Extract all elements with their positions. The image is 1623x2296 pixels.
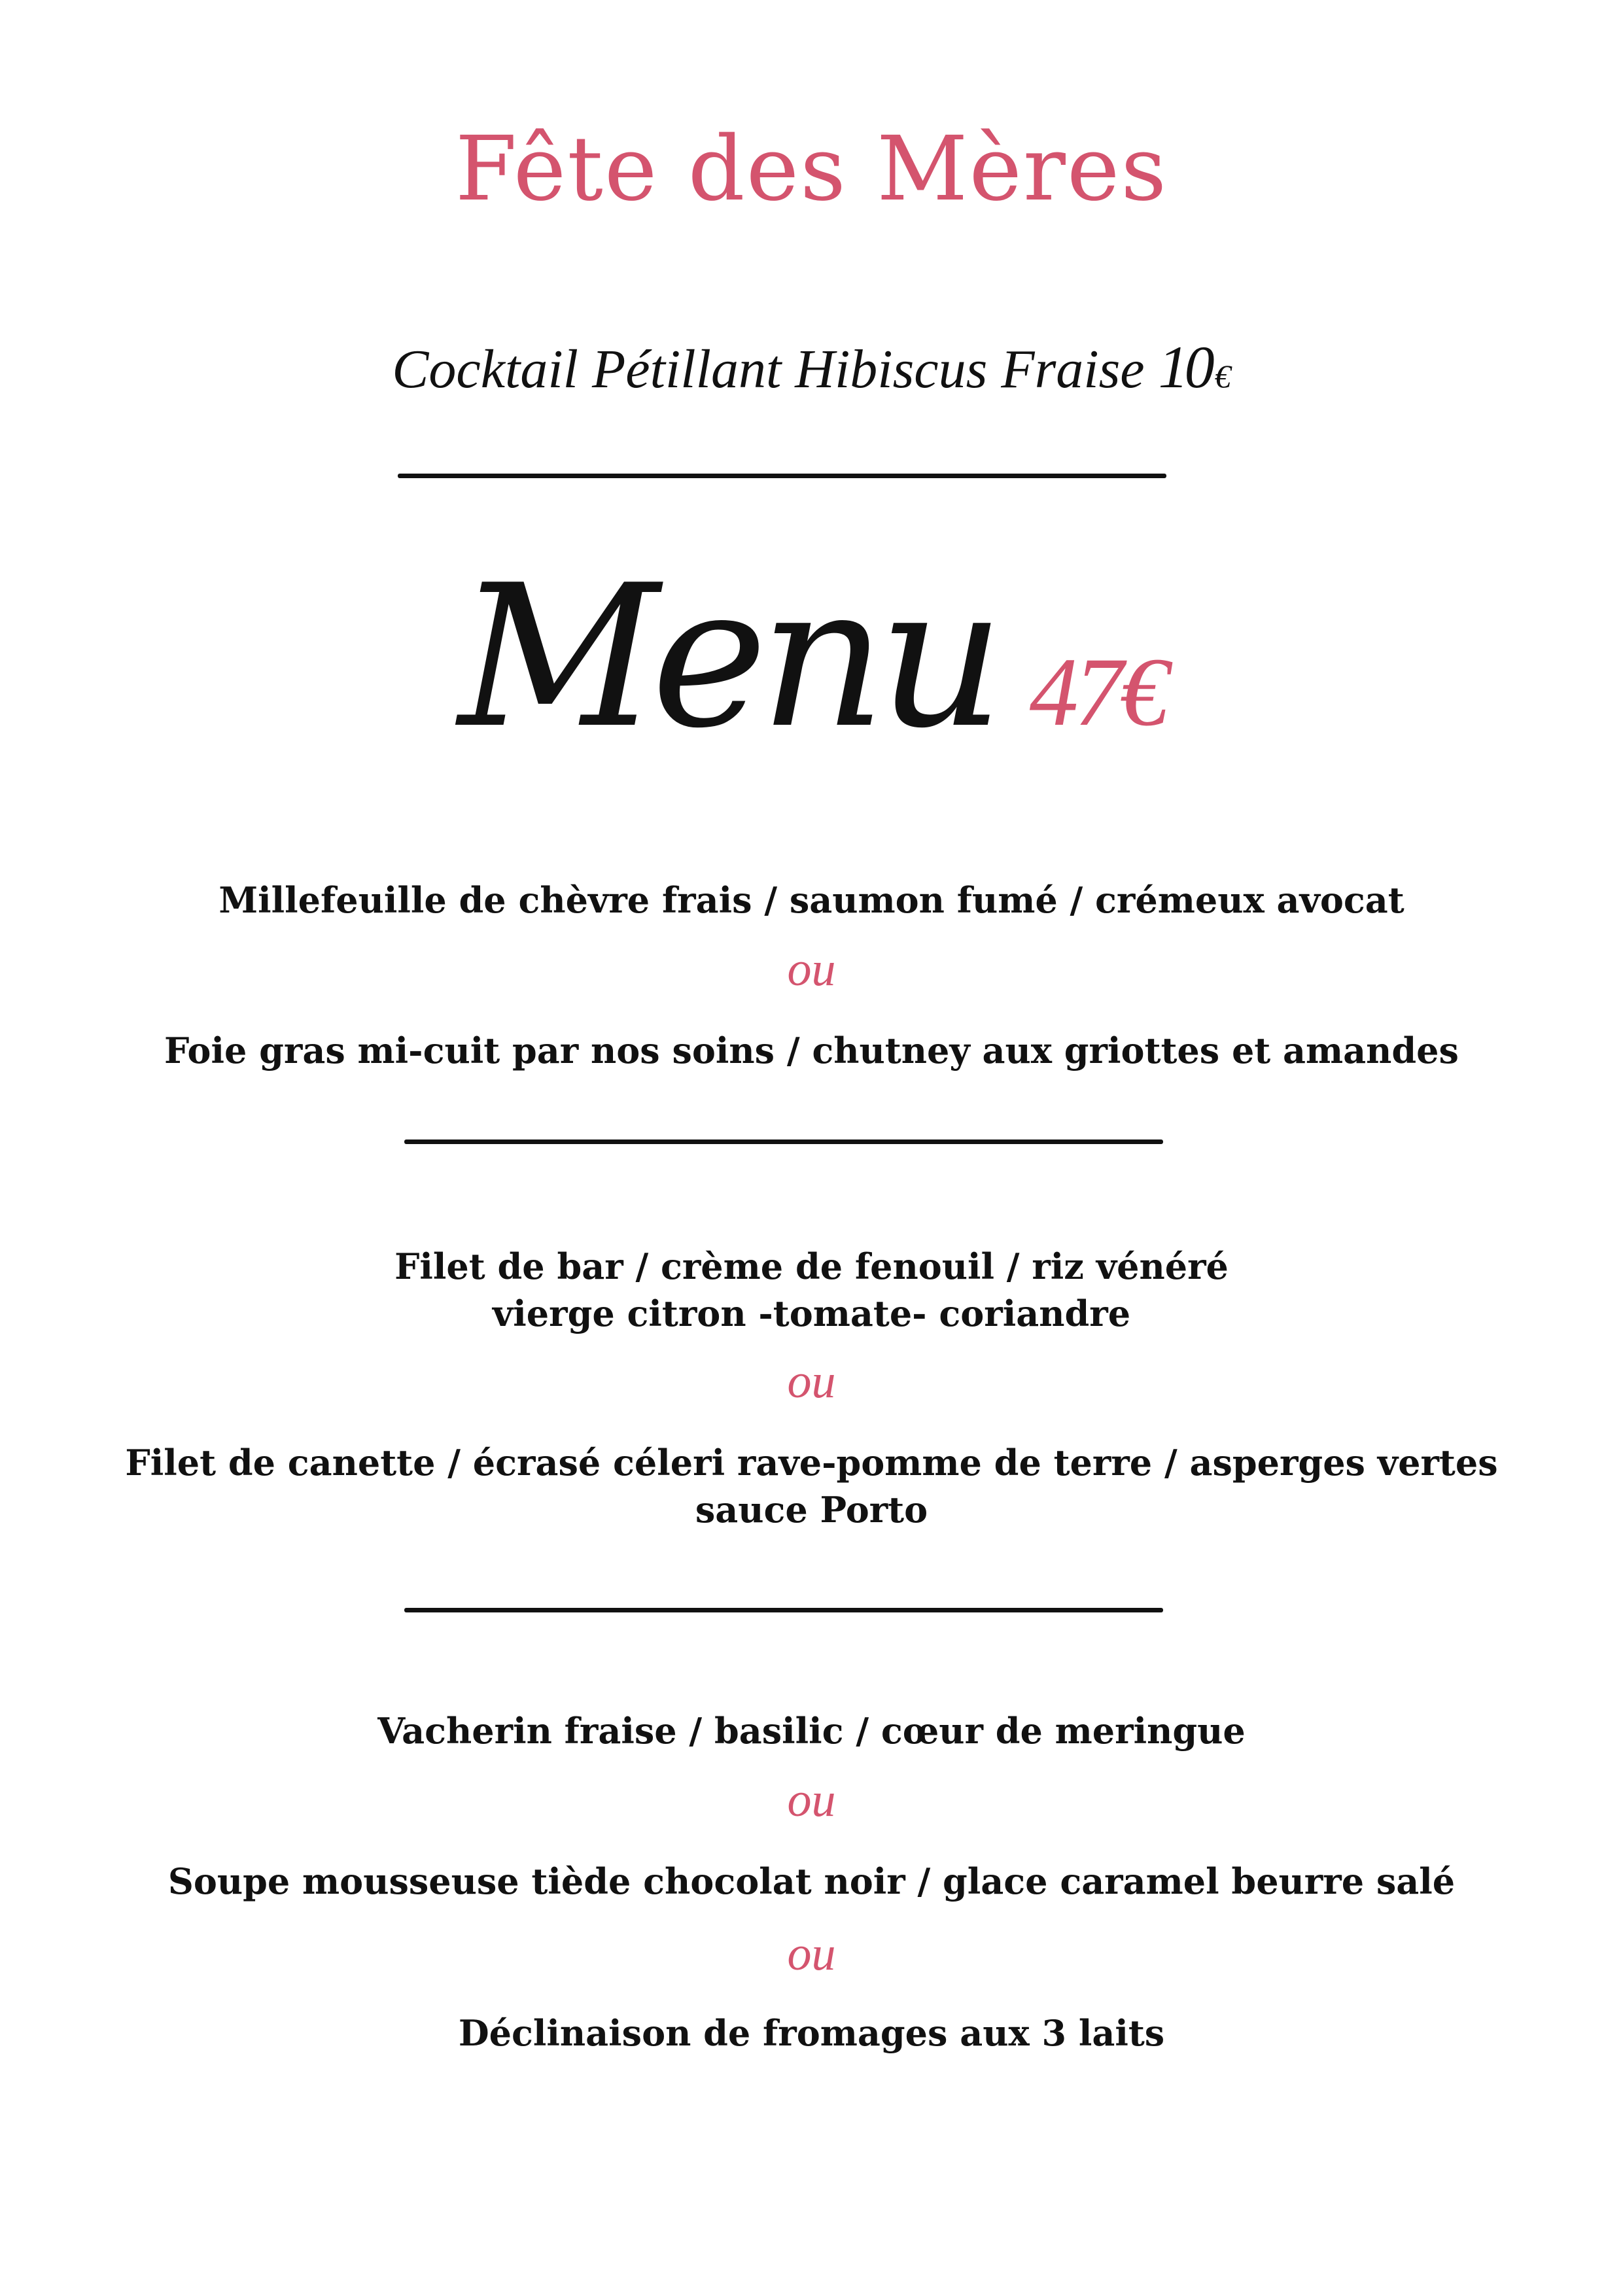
dessert-item-3: Déclinaison de fromages aux 3 laits bbox=[458, 2012, 1165, 2054]
divider-mains bbox=[404, 1608, 1163, 1612]
divider-top bbox=[398, 474, 1166, 478]
menu-heading bbox=[0, 543, 1623, 771]
main-item-1-line2: vierge citron -tomate- coriandre bbox=[492, 1293, 1131, 1334]
main-item-2-line2: sauce Porto bbox=[695, 1489, 928, 1531]
cocktail-line bbox=[0, 332, 1623, 402]
main-item-1-line1: Filet de bar / crème de fenouil / riz vénéré bbox=[394, 1245, 1229, 1287]
menu-title: Menu bbox=[458, 543, 997, 771]
starter-item-1: Millefeuille de chèvre frais / saumon fumé / crémeux avocat bbox=[218, 879, 1405, 921]
or-separator-2: ou bbox=[787, 1355, 836, 1408]
dessert-item-2: Soupe mousseuse tiède chocolat noir / glace caramel beurre salé bbox=[167, 1860, 1456, 1902]
cocktail-price: 10 bbox=[1158, 334, 1211, 400]
or-separator-3: ou bbox=[787, 1773, 836, 1827]
or-separator-4: ou bbox=[787, 1927, 836, 1981]
cocktail-name: Cocktail Pétillant Hibiscus Fraise bbox=[392, 339, 1145, 400]
or-separator-1: ou bbox=[787, 943, 836, 996]
dessert-item-1: Vacherin fraise / basilic / cœur de meringue bbox=[377, 1710, 1246, 1752]
main-item-2-line1: Filet de canette / écrasé céleri rave-pomme de terre / asperges vertes bbox=[125, 1442, 1498, 1484]
menu-price: 47€ bbox=[1029, 638, 1165, 746]
cocktail-currency: € bbox=[1214, 358, 1231, 394]
divider-starters bbox=[404, 1139, 1163, 1144]
starter-item-2: Foie gras mi-cuit par nos soins / chutney aux griottes et amandes bbox=[164, 1030, 1459, 1071]
page-title: Fête des Mères bbox=[455, 118, 1168, 221]
